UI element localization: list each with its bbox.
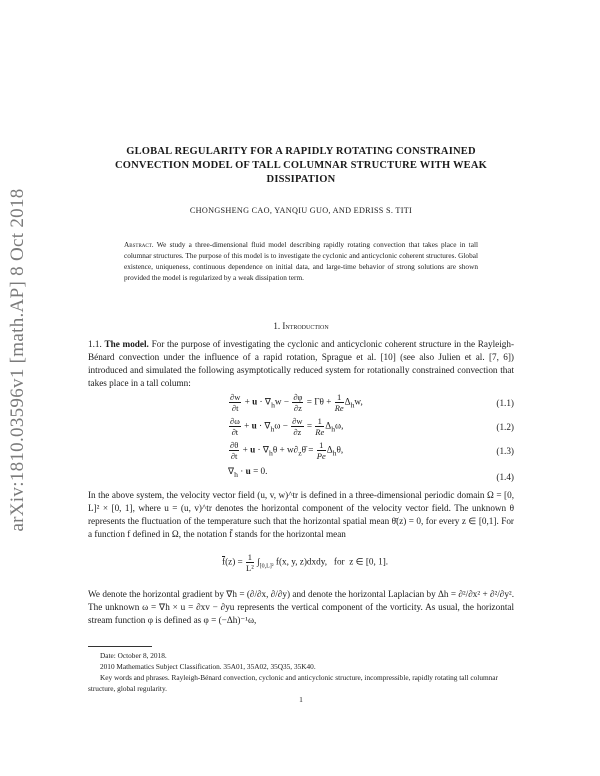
equation-number: (1.3) [496,446,514,456]
page-number: 1 [299,695,303,704]
subsection-text: For the purpose of investigating the cyclonic and anticyclonic coherent structure in the Rayleigh-Bénard convection under the influence of a rapid rotation, Sprague et al. [10] (see also Julien et al. [7, 6]) introduced and simulated the following asymptotically reduced system for rotationally constrained convection that takes place in a tall column: [88,339,515,389]
paragraph-velocity: In the above system, the velocity vector field (u, v, w)^tr is defined in a three-dimensional periodic domain Ω = [0, L]² × [0, 1], where u = (u, v)^tr denotes the horizontal component of the velocity vector field. The unknown θ represents the fluctuation of the temperature such that the horizontal spatial mean θ̄(z) = 0, for every z ∈ [0,1]. For a function f defined in Ω, the notation f̄ stands for the horizontal mean [88,490,514,540]
abstract-text: We study a three-dimensional fluid model describing rapidly rotating convection that takes place in tall columnar structures. The purpose of this model is to investigate the cyclonic and anticyclonic coherent structures. Global existence, uniqueness, continuous dependence on initial data, and large-time behavior of strong solutions are shown provided the model is regularized by a weak dissipation term. [124,240,478,282]
arxiv-sidebar-stamp [6,120,30,600]
equation-1-2: $\frac{\partial\omega}{\partial t}$ + $u \cdot \nabla_h\omega$ − $\frac{\partial w}{\partial z}$ = $\frac{1}{Re}$ $\Delta_h\omega$, (1.2) [230,416,514,437]
subsection-number: 1.1. [88,339,102,349]
subsection-paragraph [88,338,514,390]
section-heading: 1. Introduction [273,321,329,331]
subsection-title: The model. [104,339,149,349]
equation-number: (1.4) [496,472,514,482]
equation-number: (1.2) [496,422,514,432]
footnote-rule [88,646,152,647]
paper-page [88,0,514,776]
paper-title: GLOBAL REGULARITY FOR A RAPIDLY ROTATING CONSTRAINED CONVECTION MODEL OF TALL COLUMNAR STRUCTURE WITH WEAK DISSIPATION [114,146,488,185]
abstract-label: Abstract. [124,240,154,249]
footnote-date: Date: October 8, 2018. [100,651,167,660]
footnote-keywords: Key words and phrases. Rayleigh-Bénard convection, cyclonic and anticyclonic structure, incompressible, rapidly rotating tall columnar structure, global regularity. [88,673,498,693]
abstract [124,239,478,283]
equation-1-3: $\frac{\partial\theta}{\partial t}$ + $u \cdot \nabla_h\theta$ + $w\partial_z\thetā$ = $\frac{1}{Pe}$ $\Delta_h\theta$, (1.3) [230,440,514,461]
paper-authors: CHONGSHENG CAO, YANQIU GUO, AND EDRISS S. TITI [189,206,413,215]
equation-number: (1.1) [496,398,514,408]
paragraph-gradient: We denote the horizontal gradient by ∇h = (∂/∂x, ∂/∂y) and denote the horizontal Laplacian by Δh = ∂²/∂x² + ∂²/∂y². The unknown ω = ∇h × u = ∂xv − ∂yu represents the vertical component of the vorticity. As usual, the horizontal stream function φ is defined as φ = (−Δh)⁻¹ω, [88,589,514,626]
footnote-msc: 2010 Mathematics Subject Classification. 35A01, 35A02, 35Q35, 35K40. [100,662,316,671]
equation-1-1: $\frac{\partial w}{\partial t}$ + $u \cdot \nabla_hw$ − $\frac{\partial\varphi}{\partial z}$ = Γθ + $\frac{1}{Re}$ $\Delta_hw$, (1.1) [230,392,514,413]
horizontal-mean-formula: $\overline{f}(z)$ = $\frac{1}{\text{L²}}$ $\int_{[0,L]^2}$ f(x, y, z)dxdy, for z ∈ [0, 1]. [222,552,389,573]
arxiv-id: arXiv:1810.03596v1 [math.AP] 8 Oct 2018 [7,188,28,532]
equation-1-4: $\nabla_h \cdot u = 0$. (1.4) [228,466,514,482]
